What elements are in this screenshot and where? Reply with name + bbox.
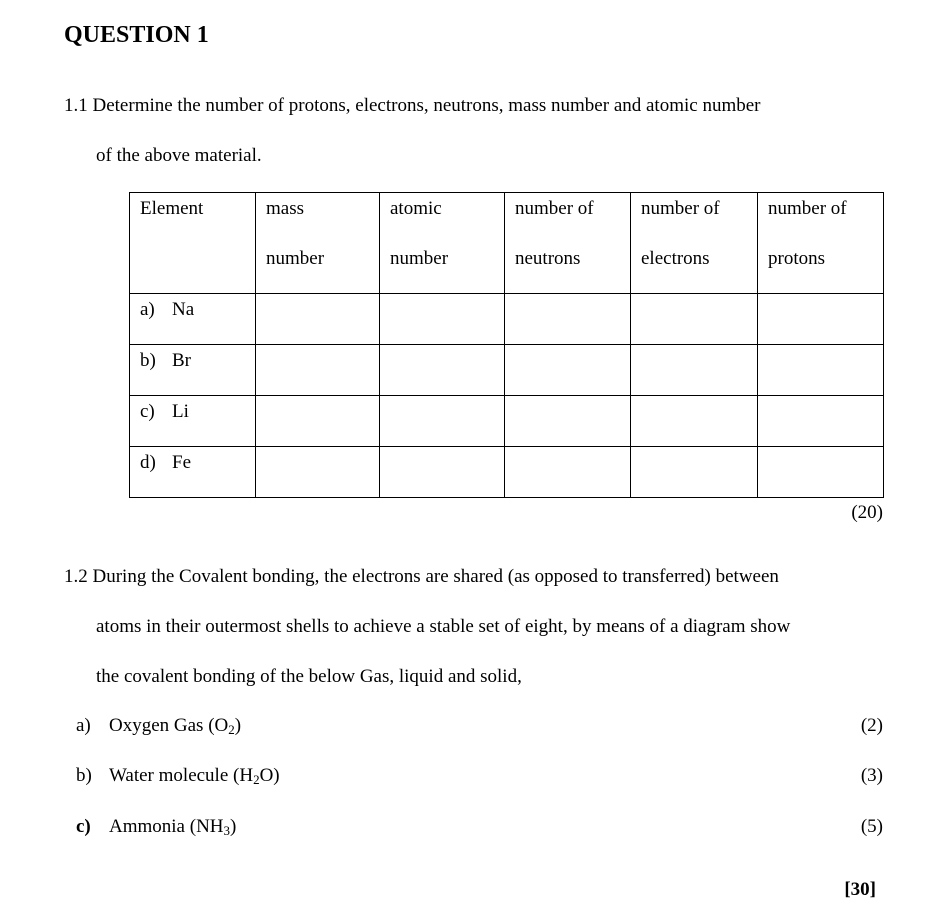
item-b-pre: Water molecule (H — [109, 765, 254, 786]
table-marks: (20) — [851, 502, 883, 523]
q1-2-line3: the covalent bonding of the below Gas, liquid and solid, — [96, 666, 522, 687]
table-row — [130, 396, 884, 447]
header-atomic-number — [380, 193, 505, 294]
item-c-post: ) — [230, 816, 237, 837]
header-neutrons-line1: number of — [515, 198, 594, 219]
answer-cell[interactable] — [380, 447, 505, 498]
item-a-text — [109, 716, 241, 735]
answer-cell[interactable] — [631, 447, 758, 498]
header-protons-line2: protons — [768, 248, 825, 269]
item-b-letter: b) — [76, 765, 92, 786]
q1-1-line1: 1.1 Determine the number of protons, electrons, neutrons, mass number and atomic number — [64, 95, 761, 116]
item-b-text — [109, 766, 280, 785]
element-cell — [130, 447, 256, 498]
header-mass-number-line2: number — [266, 248, 325, 269]
header-electrons-line1: number of — [641, 198, 720, 219]
header-mass-number — [256, 193, 380, 294]
answer-cell[interactable] — [505, 294, 631, 345]
item-a-subscript: 2 — [228, 722, 235, 737]
element-symbol: Fe — [172, 452, 191, 473]
table-row — [130, 345, 884, 396]
item-b-subscript: 2 — [253, 772, 260, 787]
row-letter: b) — [140, 350, 156, 371]
question-title: QUESTION 1 — [64, 22, 209, 48]
answer-cell[interactable] — [256, 345, 380, 396]
item-a-letter: a) — [76, 715, 91, 736]
answer-cell[interactable] — [758, 447, 884, 498]
item-c-subscript: 3 — [223, 823, 231, 838]
header-neutrons-line2: neutrons — [515, 248, 581, 269]
element-symbol: Br — [172, 350, 191, 371]
element-table — [129, 192, 884, 498]
header-neutrons — [505, 193, 631, 294]
item-c-text — [109, 817, 236, 836]
header-atomic-number-line2: number — [390, 248, 449, 269]
answer-cell[interactable] — [758, 396, 884, 447]
item-c-letter: c) — [76, 816, 91, 837]
header-protons — [758, 193, 884, 294]
answer-cell[interactable] — [256, 294, 380, 345]
total-marks: [30] — [844, 879, 876, 900]
header-atomic-number-line1: atomic — [390, 198, 442, 219]
answer-cell[interactable] — [758, 294, 884, 345]
answer-cell[interactable] — [631, 345, 758, 396]
element-cell — [130, 396, 256, 447]
item-c-pre: Ammonia (NH — [109, 816, 224, 837]
header-element — [130, 193, 256, 294]
row-letter: a) — [140, 299, 155, 320]
element-symbol: Na — [172, 299, 195, 320]
q1-2-line1: 1.2 During the Covalent bonding, the electrons are shared (as opposed to transferred) between — [64, 566, 779, 587]
header-element-line1: Element — [140, 198, 204, 219]
item-a-marks: (2) — [860, 715, 883, 736]
q1-1-line2: of the above material. — [96, 145, 262, 166]
answer-cell[interactable] — [380, 294, 505, 345]
answer-cell[interactable] — [256, 447, 380, 498]
element-symbol: Li — [172, 401, 189, 422]
element-cell — [130, 294, 256, 345]
header-electrons — [631, 193, 758, 294]
item-a-pre: Oxygen Gas (O — [109, 715, 229, 736]
header-electrons-line2: electrons — [641, 248, 710, 269]
answer-cell[interactable] — [631, 396, 758, 447]
table-header-row — [130, 193, 884, 294]
answer-cell[interactable] — [256, 396, 380, 447]
item-c-marks: (5) — [860, 816, 883, 837]
answer-cell[interactable] — [758, 345, 884, 396]
answer-cell[interactable] — [631, 294, 758, 345]
answer-cell[interactable] — [505, 447, 631, 498]
header-mass-number-line1: mass — [266, 198, 304, 219]
element-cell — [130, 345, 256, 396]
item-a-post: ) — [234, 715, 242, 736]
answer-cell[interactable] — [380, 396, 505, 447]
answer-cell[interactable] — [505, 345, 631, 396]
item-b-post: O) — [259, 765, 280, 786]
answer-cell[interactable] — [380, 345, 505, 396]
table-row — [130, 447, 884, 498]
row-letter: d) — [140, 452, 156, 473]
header-protons-line1: number of — [768, 198, 847, 219]
answer-cell[interactable] — [505, 396, 631, 447]
row-letter: c) — [140, 401, 155, 422]
q1-2-line2: atoms in their outermost shells to achieve a stable set of eight, by means of a diagram show — [96, 616, 791, 637]
item-b-marks: (3) — [860, 765, 883, 786]
table-row — [130, 294, 884, 345]
